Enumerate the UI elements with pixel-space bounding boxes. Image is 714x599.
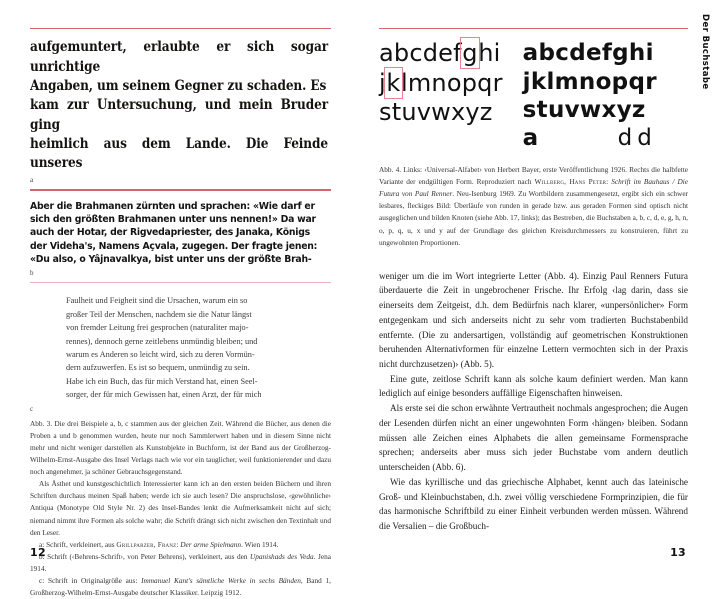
specimen-c-line-text: von fremder Leitung frei gesprochen (naturaliter majo-	[66, 323, 249, 333]
highlight-glyph-k: k	[386, 68, 401, 97]
caption-source-a	[30, 539, 331, 551]
caption-sep: :	[606, 177, 612, 187]
body-text	[379, 269, 688, 534]
body-paragraph: Eine gute, zeitlose Schrift kann als solche kaum definiert werden. Man kann lediglich auf einige besonders auffällige Eigenschaften hinweisen.	[379, 373, 688, 399]
caption-paragraph: Abb. 3. Die drei Beispiele a, b, c stammen aus der gleichen Zeit. Während die Bücher, aus denen die Proben a und b genommen wurden, heute nur noch Sammlerwert haben und in diesem Sinne nicht mehr und nicht weniger darstellen als Kunstobjekte in Buchform, ist der Band aus der Großherzog-Wilhelm-Ernst-Ausgabe des Insel Verlags nach wie vor ein tauglicher, weil funktionierender und dazu noch angenehmer, ja schöner Gebrauchsgegenstand.	[30, 418, 331, 477]
alphabet-semibold-variant	[523, 41, 657, 154]
specimen-b-marker: b	[30, 269, 34, 278]
right-page	[357, 0, 714, 595]
specimen-a-line: heimlich aus dem Lande. Die Feinde unseres	[30, 135, 328, 172]
specimen-c-line: warum es Anderen so leicht wird, sich zu deren Vormün-	[66, 349, 255, 359]
caption-part: . Neu-Isenburg 1969. Zu Wortbildern zusammengesetzt, ergibt sich ein schwer lesbares, fleckiges Bild: Überläufe von runden in gerade bzw. aus geraden Formen sind optisch nicht ausgeglichen und bilden Knoten (siehe Abb. 17, links); das Bestreben, die Buchstaben a, b, c, d, e, g, h, n, o, p, q, u, x und y auf der Grundlage des gleichen Kreisdurchmessers zu konstruieren, führt zu ungewohnten Proportionen.	[379, 189, 688, 247]
source-title: Upanishads des Veda	[249, 551, 314, 561]
caption-source-b	[30, 551, 331, 575]
specimen-a-line: kam zur Untersuchung, und mein Bruder ging	[30, 97, 328, 133]
alphabet-bold-a: a	[522, 124, 539, 151]
specimen-b-line: der Videha's, Namens Açvala, zugegen. Der fragte jenen:	[30, 240, 318, 252]
folio-left: 12	[30, 546, 46, 559]
specimen-b-line: sich den größten Brahmanen unter uns nennen!» Da war	[30, 214, 316, 226]
source-label: a: Schrift, verkleinert, aus	[39, 539, 117, 549]
specimen-a-marker: a	[30, 176, 34, 185]
alphabet-glyphs: lmnopqr	[400, 68, 503, 97]
alphabet-bold-line-3: stuvwxyz	[522, 96, 646, 123]
specimen-c-line: großer Teil der Menschen, nachdem sie die Natur längst	[66, 309, 252, 319]
caption-author: Willberg, Hans Peter	[534, 177, 607, 187]
highlight-glyph-g: g	[462, 39, 478, 68]
alphabet-light-variant	[379, 41, 503, 129]
specimen-c-text	[30, 283, 331, 402]
folio-right: 13	[670, 546, 686, 559]
specimen-c-line: Habe ich ein Buch, das für mich Verstand hat, einen Seel-	[66, 376, 258, 386]
alphabet-glyphs: hi	[478, 39, 501, 68]
alphabet-bold-dd: dd	[617, 124, 657, 151]
source-title: Der arme Spielmann	[180, 539, 242, 549]
specimen-b-line: auch der Hotar, der Rigvedapriester, des Janaka, Königs	[30, 227, 310, 239]
source-rest: . Wien 1914.	[241, 539, 279, 549]
caption-paragraph	[379, 164, 688, 249]
caption-part: Abb. 4. Links: ‹Universal-Alfabet› von Herbert Bayer, erste Veröffentlichung 1926. Rechts die halbfette Variante der endgültigen Form. Reproduziert nach	[379, 164, 688, 187]
specimen-a-line: aufgemuntert, erlaubte er sich sogar unrichtige	[30, 39, 328, 75]
alphabet-light-line-3: stuvwxyz	[379, 97, 493, 126]
source-label: c: Schrift in Originalgröße aus:	[39, 576, 142, 586]
body-paragraph: Als erste sei die schon erwähnte Vertrautheit nochmals angesprochen; die Augen der Lesenden dürfen nicht an einer ungewohnten Form ‹hängen› bleiben. Sodann müssen alle Zeichen eines Alphabets die allen gemeinsame Formensprache sprechen; anderseits aber muss sich jeder Buchstabe vom andern deutlich unterscheiden (Abb. 6).	[379, 403, 688, 473]
caption-paragraph: Als Ästhet und kunstgeschichtlich Interessierter kann ich an den ersten beiden Büchern und ihren Schriften durchaus meinen Spaß haben; werde ich sie auch lesen? Die anspruchslose, ‹gewöhnliche› Antiqua (Monotype Old Style Nr. 2) des Insel-Bandes lenkt die Aufmerksamkeit nicht auf sich; niemand nimmt ihre Formen als solche wahr; die Schrift drängt sich nicht zwischen den Textinhalt und den Leser.	[30, 479, 331, 537]
specimen-c-marker: c	[30, 404, 34, 413]
specimen-c-line: dern aufzuwerfen. Es ist so bequem, unmündig zu sein.	[66, 363, 250, 373]
specimen-c-line: sorger, der für mich Gewissen hat, einen Arzt, der für mich	[66, 390, 262, 400]
specimen-a	[30, 29, 331, 184]
left-page	[0, 0, 357, 598]
specimen-c	[30, 283, 331, 413]
caption-source-c	[30, 575, 331, 599]
body-paragraph: Wie das kyrillische und das griechische Alphabet, kennt auch das lateinische Groß- und Kleinbuchstaben, d.h. zwei völlig verschiedene Formprinzipien, die für das harmonische Schriftbild zu einer Einheit verbunden werden müssen. Während die Versalien – die Großbuch-	[379, 476, 688, 531]
alphabet-light-line-2	[379, 68, 503, 97]
specimen-b-line: «Du also, o Yâjnavalkya, bist unter uns der größte Brah-	[30, 253, 312, 265]
source-label: b: Schrift (‹Behrens-Schrift›, von Peter Behrens), verkleinert, aus den	[39, 551, 250, 561]
specimen-b	[30, 191, 331, 277]
specimen-b-text	[30, 191, 322, 266]
alphabet-glyphs: j	[379, 68, 386, 97]
alphabet-bold-line-4	[523, 126, 657, 150]
caption-title: Schrift im Bauhaus / Die Futura von Paul Renner	[379, 177, 689, 199]
figure-4-alphabet-specimen	[379, 29, 688, 154]
alphabet-light-line-1	[379, 41, 503, 66]
specimen-c-line: rennes), dennoch gerne zeitlebens unmündig bleiben; und	[66, 336, 258, 346]
specimen-b-line: Aber die Brahmanen zürnten und sprachen: «Wie darf er	[30, 200, 315, 212]
figure-4-caption	[379, 164, 688, 249]
specimen-c-line: Faulheit und Feigheit sind die Ursachen, warum ein so	[66, 296, 248, 306]
running-title: Der Buchstabe	[700, 14, 710, 90]
specimen-a-line: Angaben, um seinem Gegner zu schaden. Es	[30, 77, 327, 94]
source-author: Grillparzer, Franz	[116, 539, 177, 549]
body-paragraph: weniger um die im Wort integrierte Letter (Abb. 4). Einzig Paul Renners Futura überdauerte die Zeit in ungebrochener Frische. Ihr Erfolg ‹lag darin, dass sie einerseits dem Zeitgeist, d.h. dem Bedürfnis nach klarer, «unpersönlicher» Form entgegenkam und sich anderseits nicht zu sehr vom tradierten Buchstabenbild entfernte. (Die zu andersartigen, vollständig auf geometrischen Konstruktionen beruhenden Alternativformen für einzelne Lettern vermochten sich in der Praxis nicht durchzusetzen)› (Abb. 5).	[379, 270, 688, 370]
alphabet-bold-line-2: jklmnopqr	[522, 68, 657, 95]
figure-3-caption	[30, 418, 331, 599]
source-title: Immanuel Kant's sämtliche Werke in sechs Bänden	[141, 576, 301, 586]
source-sep: :	[176, 539, 181, 549]
source-rest: . Jena 1914.	[30, 551, 331, 574]
specimen-c-line	[66, 321, 319, 334]
alphabet-bold-line-1: abcdefghi	[522, 40, 654, 67]
specimen-a-text	[30, 29, 328, 173]
alphabet-glyphs: abcdef	[379, 39, 462, 68]
source-rest: , Band 1, Großherzog-Wilhelm-Ernst-Ausgabe deutscher Klassiker. Leipzig 1912.	[30, 576, 331, 598]
